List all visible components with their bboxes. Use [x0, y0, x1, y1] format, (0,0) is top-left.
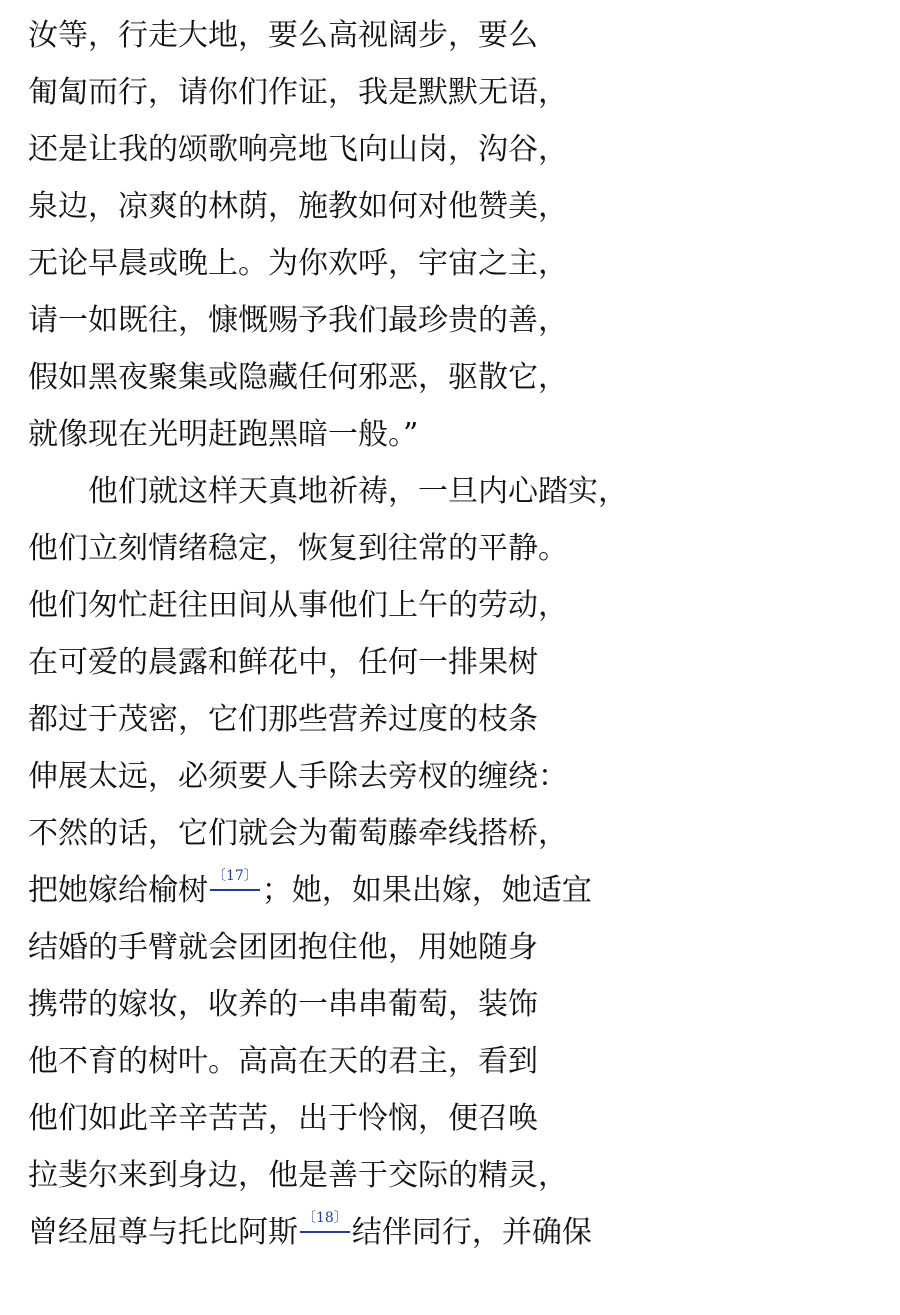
poem-line: 结婚的手臂就会团团抱住他，用她随身 — [28, 930, 538, 965]
poem-line: 就像现在光明赶跑黑暗一般。” — [28, 417, 419, 452]
line-text: 把她嫁给榆树 — [28, 873, 208, 908]
poem-line: 不然的话，它们就会为葡萄藤牵线搭桥， — [28, 816, 568, 851]
footnote-link-17[interactable]: 〔17〕 — [210, 869, 260, 891]
poem-line: 假如黑夜聚集或隐藏任何邪恶，驱散它， — [28, 360, 568, 395]
poem-line: 伸展太远，必须要人手除去旁杈的缠绕： — [28, 759, 568, 794]
poem-line: 请一如既往，慷慨赐予我们最珍贵的善， — [28, 303, 568, 338]
poem-line: 他们匆忙赶往田间从事他们上午的劳动， — [28, 588, 568, 623]
poem-line: 他不育的树叶。高高在天的君主，看到 — [28, 1044, 538, 1079]
poem-line: 汝等，行走大地，要么高视阔步，要么 — [28, 18, 538, 53]
poem-line-indented: 他们就这样天真地祈祷，一旦内心踏实， — [88, 474, 628, 509]
poem-line: 匍匐而行，请你们作证，我是默默无语， — [28, 75, 568, 110]
line-text: ；她，如果出嫁，她适宜 — [261, 873, 592, 908]
poem-line: 拉斐尔来到身边，他是善于交际的精灵， — [28, 1158, 568, 1193]
poem-line: 在可爱的晨露和鲜花中，任何一排果树 — [28, 645, 538, 680]
line-text: 曾经屈尊与托比阿斯 — [28, 1215, 298, 1250]
poem-line: 还是让我的颂歌响亮地飞向山岗，沟谷， — [28, 132, 568, 167]
poem-line: 无论早晨或晚上。为你欢呼，宇宙之主， — [28, 246, 568, 281]
poem-line-with-footnote — [28, 868, 592, 914]
poem-line: 携带的嫁妆，收养的一串串葡萄，装饰 — [28, 987, 538, 1022]
footnote-link-18[interactable]: 〔18〕 — [300, 1211, 350, 1233]
line-text: 结伴同行，并确保 — [351, 1215, 592, 1250]
poem-line: 他们立刻情绪稳定，恢复到往常的平静。 — [28, 531, 568, 566]
poem-line: 都过于茂密，它们那些营养过度的枝条 — [28, 702, 538, 737]
poem-line: 泉边，凉爽的林荫，施教如何对他赞美， — [28, 189, 568, 224]
poem-line: 他们如此辛辛苦苦，出于怜悯，便召唤 — [28, 1101, 538, 1136]
poem-line-with-footnote — [28, 1210, 592, 1256]
